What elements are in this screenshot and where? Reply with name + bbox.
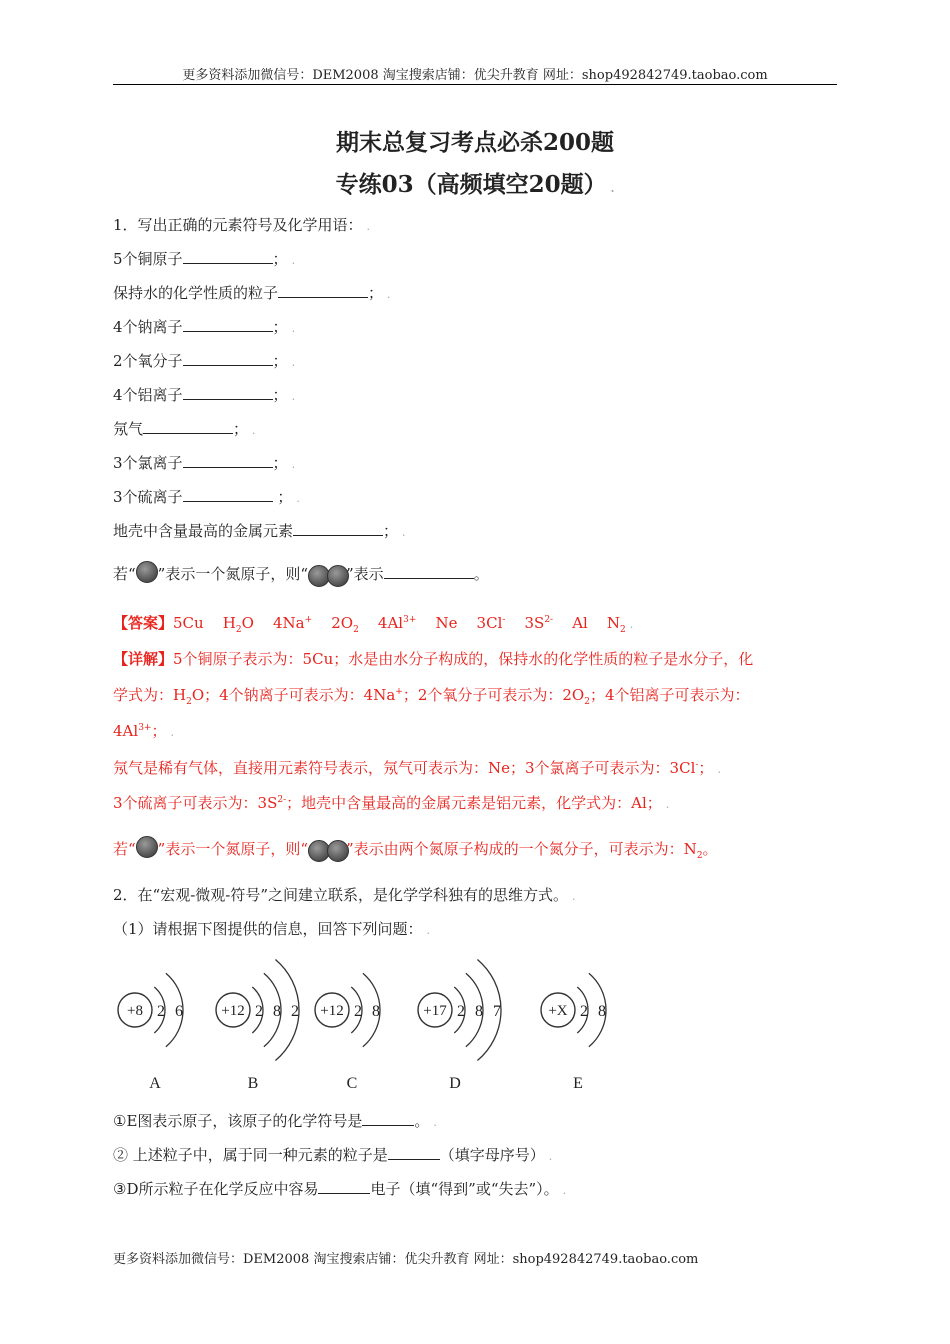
diagram-label: D [449,1075,461,1092]
atom-diagram-A [118,973,183,1092]
answer-blank[interactable] [143,419,233,434]
answer-blank[interactable] [278,283,368,298]
q1-item: 4个铝离子 ； . [113,386,296,404]
nucleus-charge: +12 [221,1003,245,1019]
electron-count: 2 [157,1003,165,1020]
nitrogen-atom-icon [136,561,158,583]
answer-blank[interactable] [183,385,273,400]
q2-s3: ③D所示粒子在化学反应中容易 电子（填“得到”或“失去”）。 . [113,1180,567,1198]
q1-item: 5个铜原子 ； . [113,250,296,268]
diagram-label: C [346,1075,358,1092]
answer-blank[interactable] [384,564,474,579]
electron-count: 2 [291,1003,299,1020]
electron-count: 8 [598,1003,606,1020]
detail-line: 【详解】5个铜原子表示为：5Cu；水是由水分子构成的，保持水的化学性质的粒子是水分子，化 [113,650,754,668]
q2-sub1: （1）请根据下图提供的信息，回答下列问题： . [113,920,431,938]
q1-item: 4个钠离子 ； . [113,318,296,336]
answer-blank[interactable] [183,453,273,468]
diagram-label: A [149,1075,161,1092]
detail-line: 学式为：$H_2O$；4个钠离子可表示为：4Na+；2个氧分子可表示为：$2O_2$；4个铝离子可表示为： [113,686,750,707]
q2-s2: ② 上述粒子中，属于同一种元素的粒子是 （填字母序号） . [113,1146,553,1164]
electron-count: 2 [580,1003,588,1020]
electron-count: 2 [354,1003,362,1020]
electron-count: 8 [475,1003,483,1020]
nucleus-charge: +8 [127,1003,143,1019]
diagram-label: B [247,1075,259,1092]
q1-item: 2个氧分子 ； . [113,352,296,370]
atom-diagram-D [418,959,501,1092]
answer-blank[interactable] [183,249,273,264]
answer-blank[interactable] [362,1111,414,1126]
q1-item: 地壳中含量最高的金属元素 ； . [113,522,406,540]
q1-atom-item: 若“ ”表示一个氮原子，则“ ”表示 。 [113,561,489,587]
answer-line: 【答案】5Cu $H_2O$ 4Na+ $2O_2$ $4Al^{3+}$ Ne 3Cl- $3S^{2-}$ Al $N_2$ . [113,614,634,635]
nucleus-charge: +X [548,1003,568,1019]
page-title: 期末总复习考点必杀200题 [335,129,614,156]
q1-item: 氖气 ； . [113,420,256,438]
q1-stem: 1．写出正确的元素符号及化学用语： . [113,216,371,234]
q2-stem: 2．在“宏观-微观-符号”之间建立联系，是化学学科独有的思维方式。 . [113,886,576,904]
q1-item: 3个硫离子 ； . [113,488,300,506]
header-rule [113,84,837,85]
atom-diagram-B [216,959,299,1092]
diagram-label: E [573,1075,583,1092]
answer-blank[interactable] [293,521,383,536]
answer-blank[interactable] [183,317,273,332]
atom-diagram-C [315,973,380,1092]
electron-count: 6 [175,1003,183,1020]
answer-blank[interactable] [183,351,273,366]
atom-structure-diagrams [110,948,650,1098]
page-footer: 更多资料添加微信号：DEM2008 淘宝搜索店铺：优尖升教育 网址：shop492842749.taobao.com [113,1252,699,1267]
electron-count: 8 [372,1003,380,1020]
q2-s1: ①E图表示原子，该原子的化学符号是 。 . [113,1112,437,1130]
nitrogen-molecule-icon [308,840,346,862]
electron-count: 8 [273,1003,281,1020]
electron-count: 7 [493,1003,501,1020]
electron-count: 2 [255,1003,263,1020]
q1-item: 3个氯离子 ； . [113,454,296,472]
nucleus-charge: +12 [320,1003,344,1019]
q1-item: 保持水的化学性质的粒子 ； . [113,284,391,302]
nitrogen-atom-icon [136,836,158,858]
electron-count: 2 [457,1003,465,1020]
answer-blank[interactable] [318,1179,370,1194]
atom-diagram-E [541,973,606,1092]
answer-blank[interactable] [388,1145,440,1160]
page-subtitle: 专练03（高频填空20题） . [335,171,615,198]
detail-line: 3个硫离子可表示为：$3S^{2-}$；地壳中含量最高的金属元素是铝元素，化学式为：Al； . [113,794,670,812]
detail-line: 若“ ”表示一个氮原子，则“ ”表示由两个氮原子构成的一个氮分子，可表示为：$N_2$。 [113,836,718,862]
nitrogen-molecule-icon [308,565,346,587]
nucleus-charge: +17 [423,1003,447,1019]
page-header: 更多资料添加微信号：DEM2008 淘宝搜索店铺：优尖升教育 网址：shop492842749.taobao.com [182,68,768,83]
detail-line: 氖气是稀有气体，直接用元素符号表示，氖气可表示为：Ne；3个氯离子可表示为：3Cl-； . [113,759,721,777]
detail-line: $4Al^{3+}$； . [113,722,174,740]
answer-blank[interactable] [183,487,273,502]
